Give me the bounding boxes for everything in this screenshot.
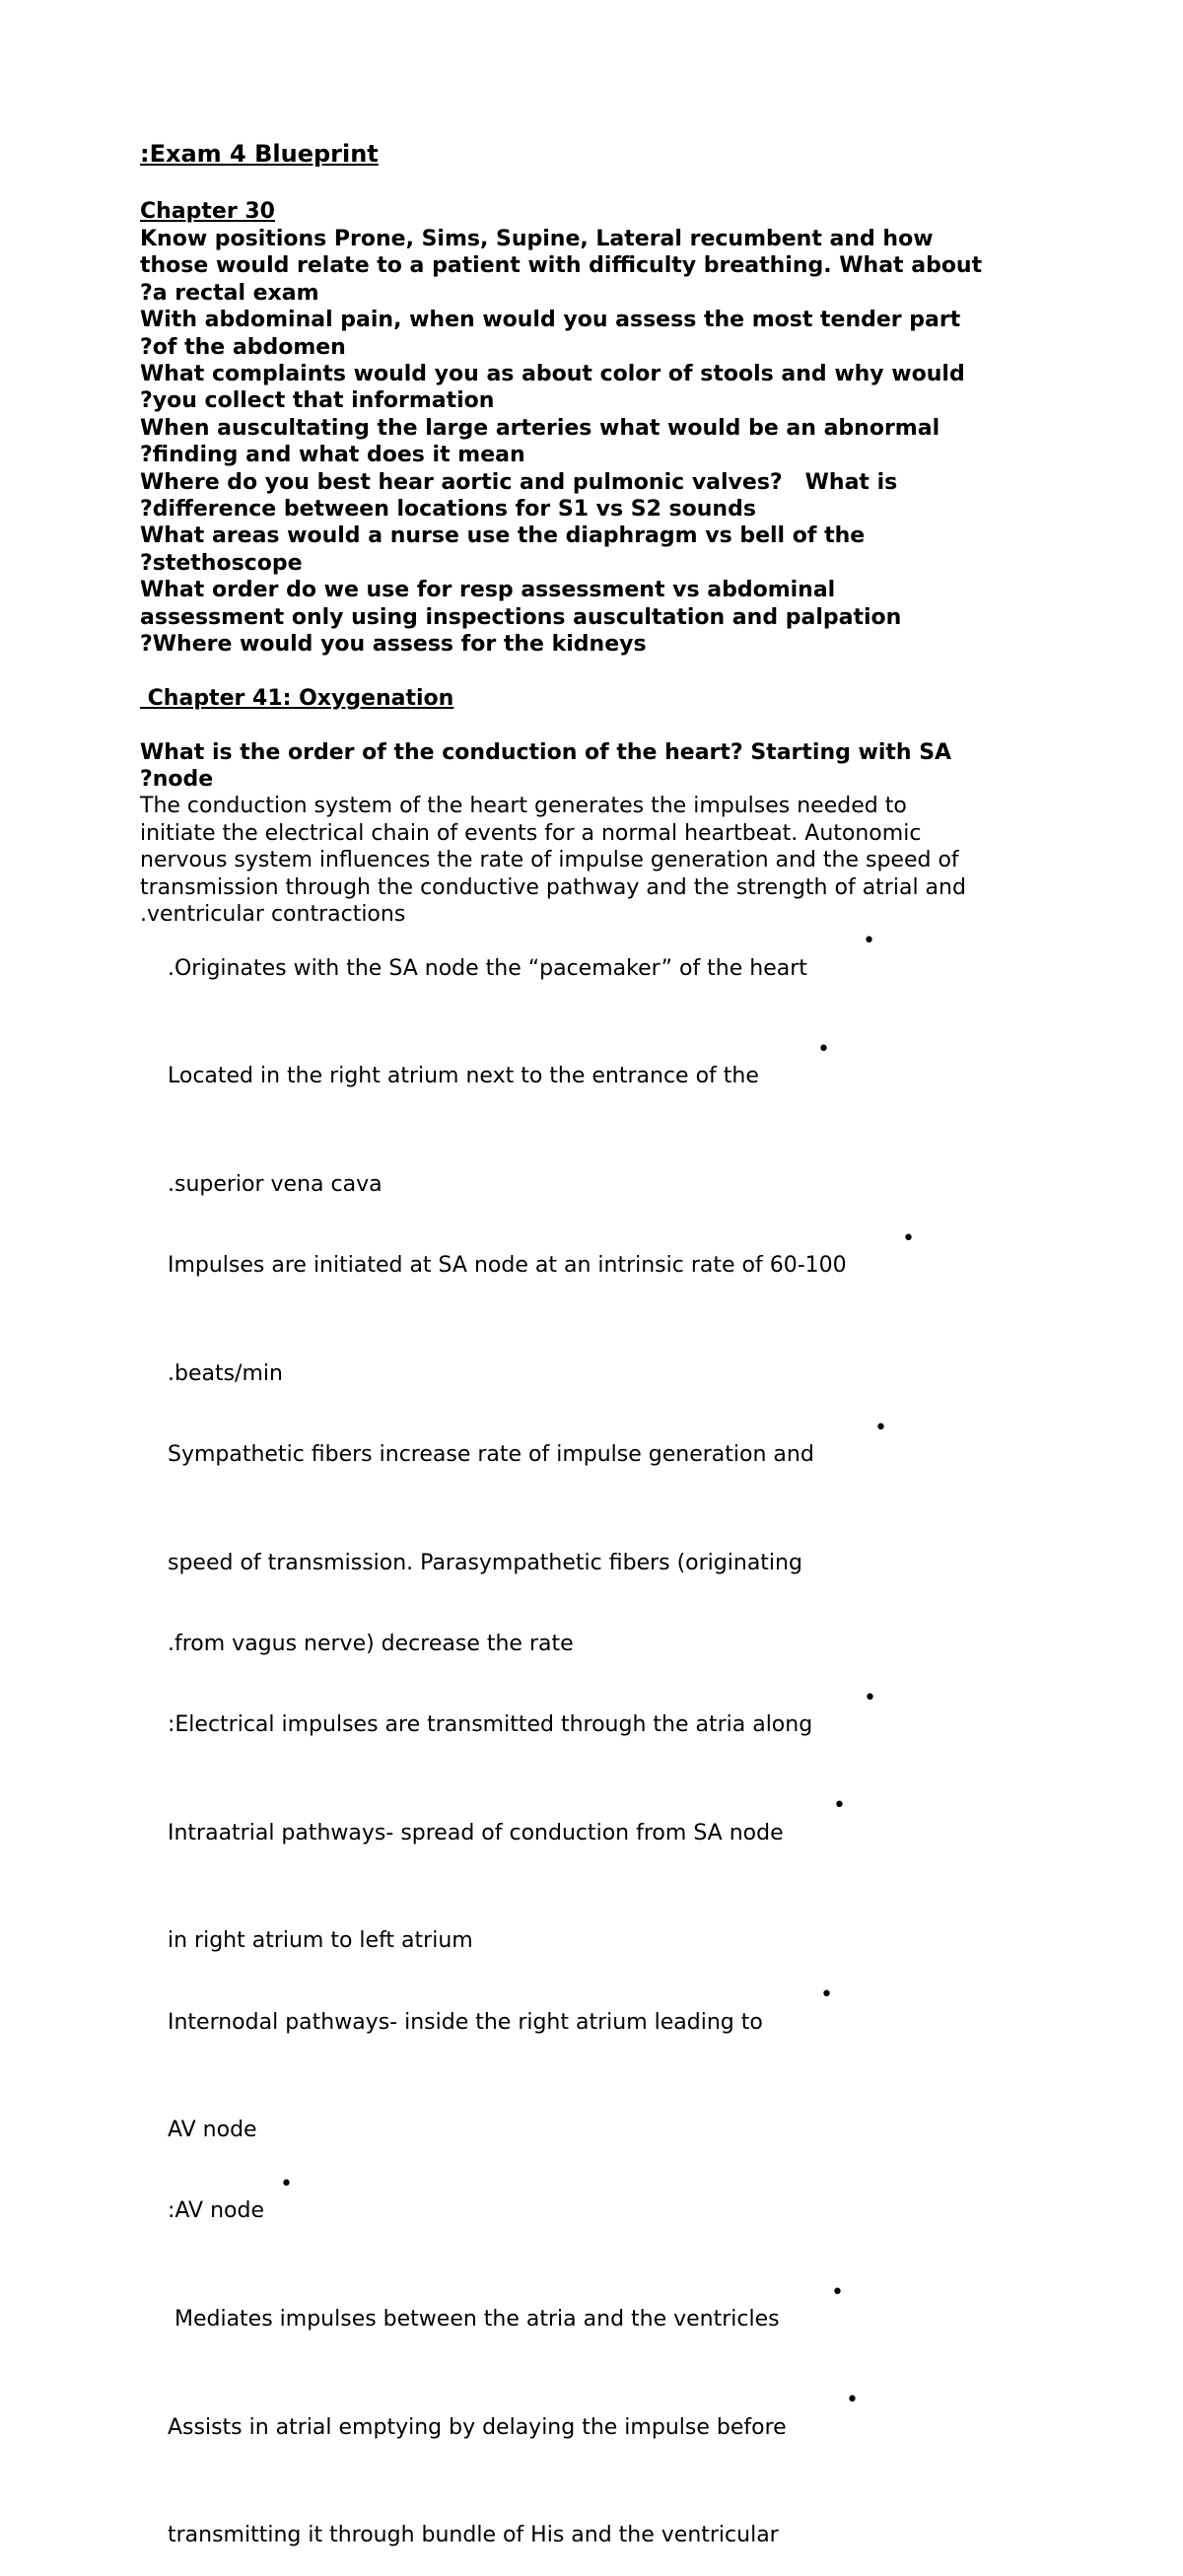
bullet-marker: • [902, 1225, 915, 1251]
bullet-text: .from vagus nerve) decrease the rate [167, 1631, 574, 1656]
chapter-30-heading: Chapter 30 [140, 199, 275, 224]
chapter-30-line: What complaints would you as about color of stools and why would [140, 362, 965, 387]
bullet-text: speed of transmission. Parasympathetic fibers (originating [167, 1550, 802, 1575]
bullet-marker: • [846, 2388, 859, 2413]
bullet-item [140, 2279, 1067, 2388]
chapter-41-question: ?node [140, 766, 214, 792]
bullet-text: .Originates with the SA node the “pacemaker” of the heart [167, 955, 807, 981]
chapter-30-line: those would relate to a patient with difficulty breathing. What about [140, 253, 983, 279]
chapter-30-line: What areas would a nurse use the diaphragm vs bell of the [140, 523, 866, 549]
document-title: :Exam 4 Blueprint [140, 140, 379, 168]
bullet-marker: • [280, 2172, 293, 2197]
bullet-marker: • [863, 929, 875, 954]
bullet-continuation [140, 1145, 1067, 1225]
bullet-continuation [140, 1522, 1067, 1603]
chapter-30-line: Where do you best hear aortic and pulmonic valves? What is [140, 469, 898, 495]
bullet-continuation [140, 1901, 1067, 1982]
chapter-30-line: ?finding and what does it mean [140, 443, 525, 468]
chapter-30-line: With abdominal pain, when would you assess the most tender part [140, 308, 961, 333]
document-page [140, 139, 1067, 2576]
bullet-item [140, 2171, 1067, 2279]
chapter-30-line: When auscultating the large arteries what would be an abnormal [140, 415, 940, 441]
bullet-text: :Electrical impulses are transmitted through the atria along [167, 1712, 813, 1738]
bullet-item [140, 1792, 1067, 1901]
bullet-marker: • [820, 1983, 833, 2008]
bullet-item [140, 1982, 1067, 2090]
bullet-text: Intraatrial pathways- spread of conduction from SA node [167, 1820, 784, 1845]
paragraph-line: .ventricular contractions [140, 901, 406, 927]
bullet-continuation [140, 1333, 1067, 1414]
bullet-text: .superior vena cava [167, 1172, 383, 1197]
bullet-marker: • [864, 1685, 876, 1710]
bullet-item [140, 928, 1067, 1036]
bullet-text: in right atrium to left atrium [167, 1928, 473, 1954]
bullet-marker: • [831, 2279, 844, 2305]
chapter-30-line: What order do we use for resp assessment vs abdominal [140, 578, 836, 603]
bullet-text: transmitting it through bundle of His and the ventricular [167, 2523, 779, 2548]
chapter-30-line: ?difference between locations for S1 vs S2 sounds [140, 497, 756, 522]
bullet-text: Located in the right atrium next to the entrance of the [167, 1064, 759, 1089]
bullet-continuation [140, 2090, 1067, 2171]
bullet-text: :AV node [167, 2198, 264, 2224]
bullet-item [140, 2387, 1067, 2495]
chapter-30-line: ?you collect that information [140, 388, 495, 414]
chapter-30-line: ?stethoscope [140, 550, 303, 576]
chapter-30-line: ?a rectal exam [140, 280, 319, 306]
bullet-text: Sympathetic fibers increase rate of impulse generation and [167, 1442, 814, 1468]
paragraph-line: transmission through the conductive pathway and the strength of atrial and [140, 874, 966, 900]
bullet-item [140, 1225, 1067, 1334]
chapter-30-line: Know positions Prone, Sims, Supine, Lateral recumbent and how [140, 227, 934, 251]
paragraph-line: initiate the electrical chain of events for a normal heartbeat. Autonomic [140, 820, 922, 846]
bullet-item [140, 1415, 1067, 1523]
bullet-marker: • [833, 1793, 846, 1819]
bullet-text: Internodal pathways- inside the right atrium leading to [167, 2009, 763, 2035]
chapter-30-line: ?of the abdomen [140, 334, 346, 360]
bullet-text: Impulses are initiated at SA node at an intrinsic rate of 60-100 [167, 1253, 847, 1279]
bullet-marker: • [817, 1036, 830, 1062]
chapter-30-line: ?Where would you assess for the kidneys [140, 632, 647, 658]
bullet-continuation [140, 2495, 1067, 2576]
bullet-text: Mediates impulses between the atria and the ventricles [167, 2307, 780, 2332]
bullet-item [140, 1036, 1067, 1145]
chapter-41-question: What is the order of the conduction of the heart? Starting with SA [140, 739, 952, 765]
bullet-text: .beats/min [167, 1360, 283, 1386]
bullet-text: Assists in atrial emptying by delaying the impulse before [167, 2414, 787, 2440]
bullet-text: AV node [167, 2118, 257, 2143]
paragraph-line: nervous system influences the rate of impulse generation and the speed of [140, 848, 959, 873]
paragraph-line: The conduction system of the heart generates the impulses needed to [140, 794, 907, 819]
chapter-41-heading: Chapter 41: Oxygenation [140, 685, 454, 711]
bullet-continuation [140, 1604, 1067, 1685]
bullet-item [140, 1685, 1067, 1793]
bullet-marker: • [874, 1415, 887, 1440]
chapter-30-line: assessment only using inspections auscultation and palpation [140, 604, 902, 630]
